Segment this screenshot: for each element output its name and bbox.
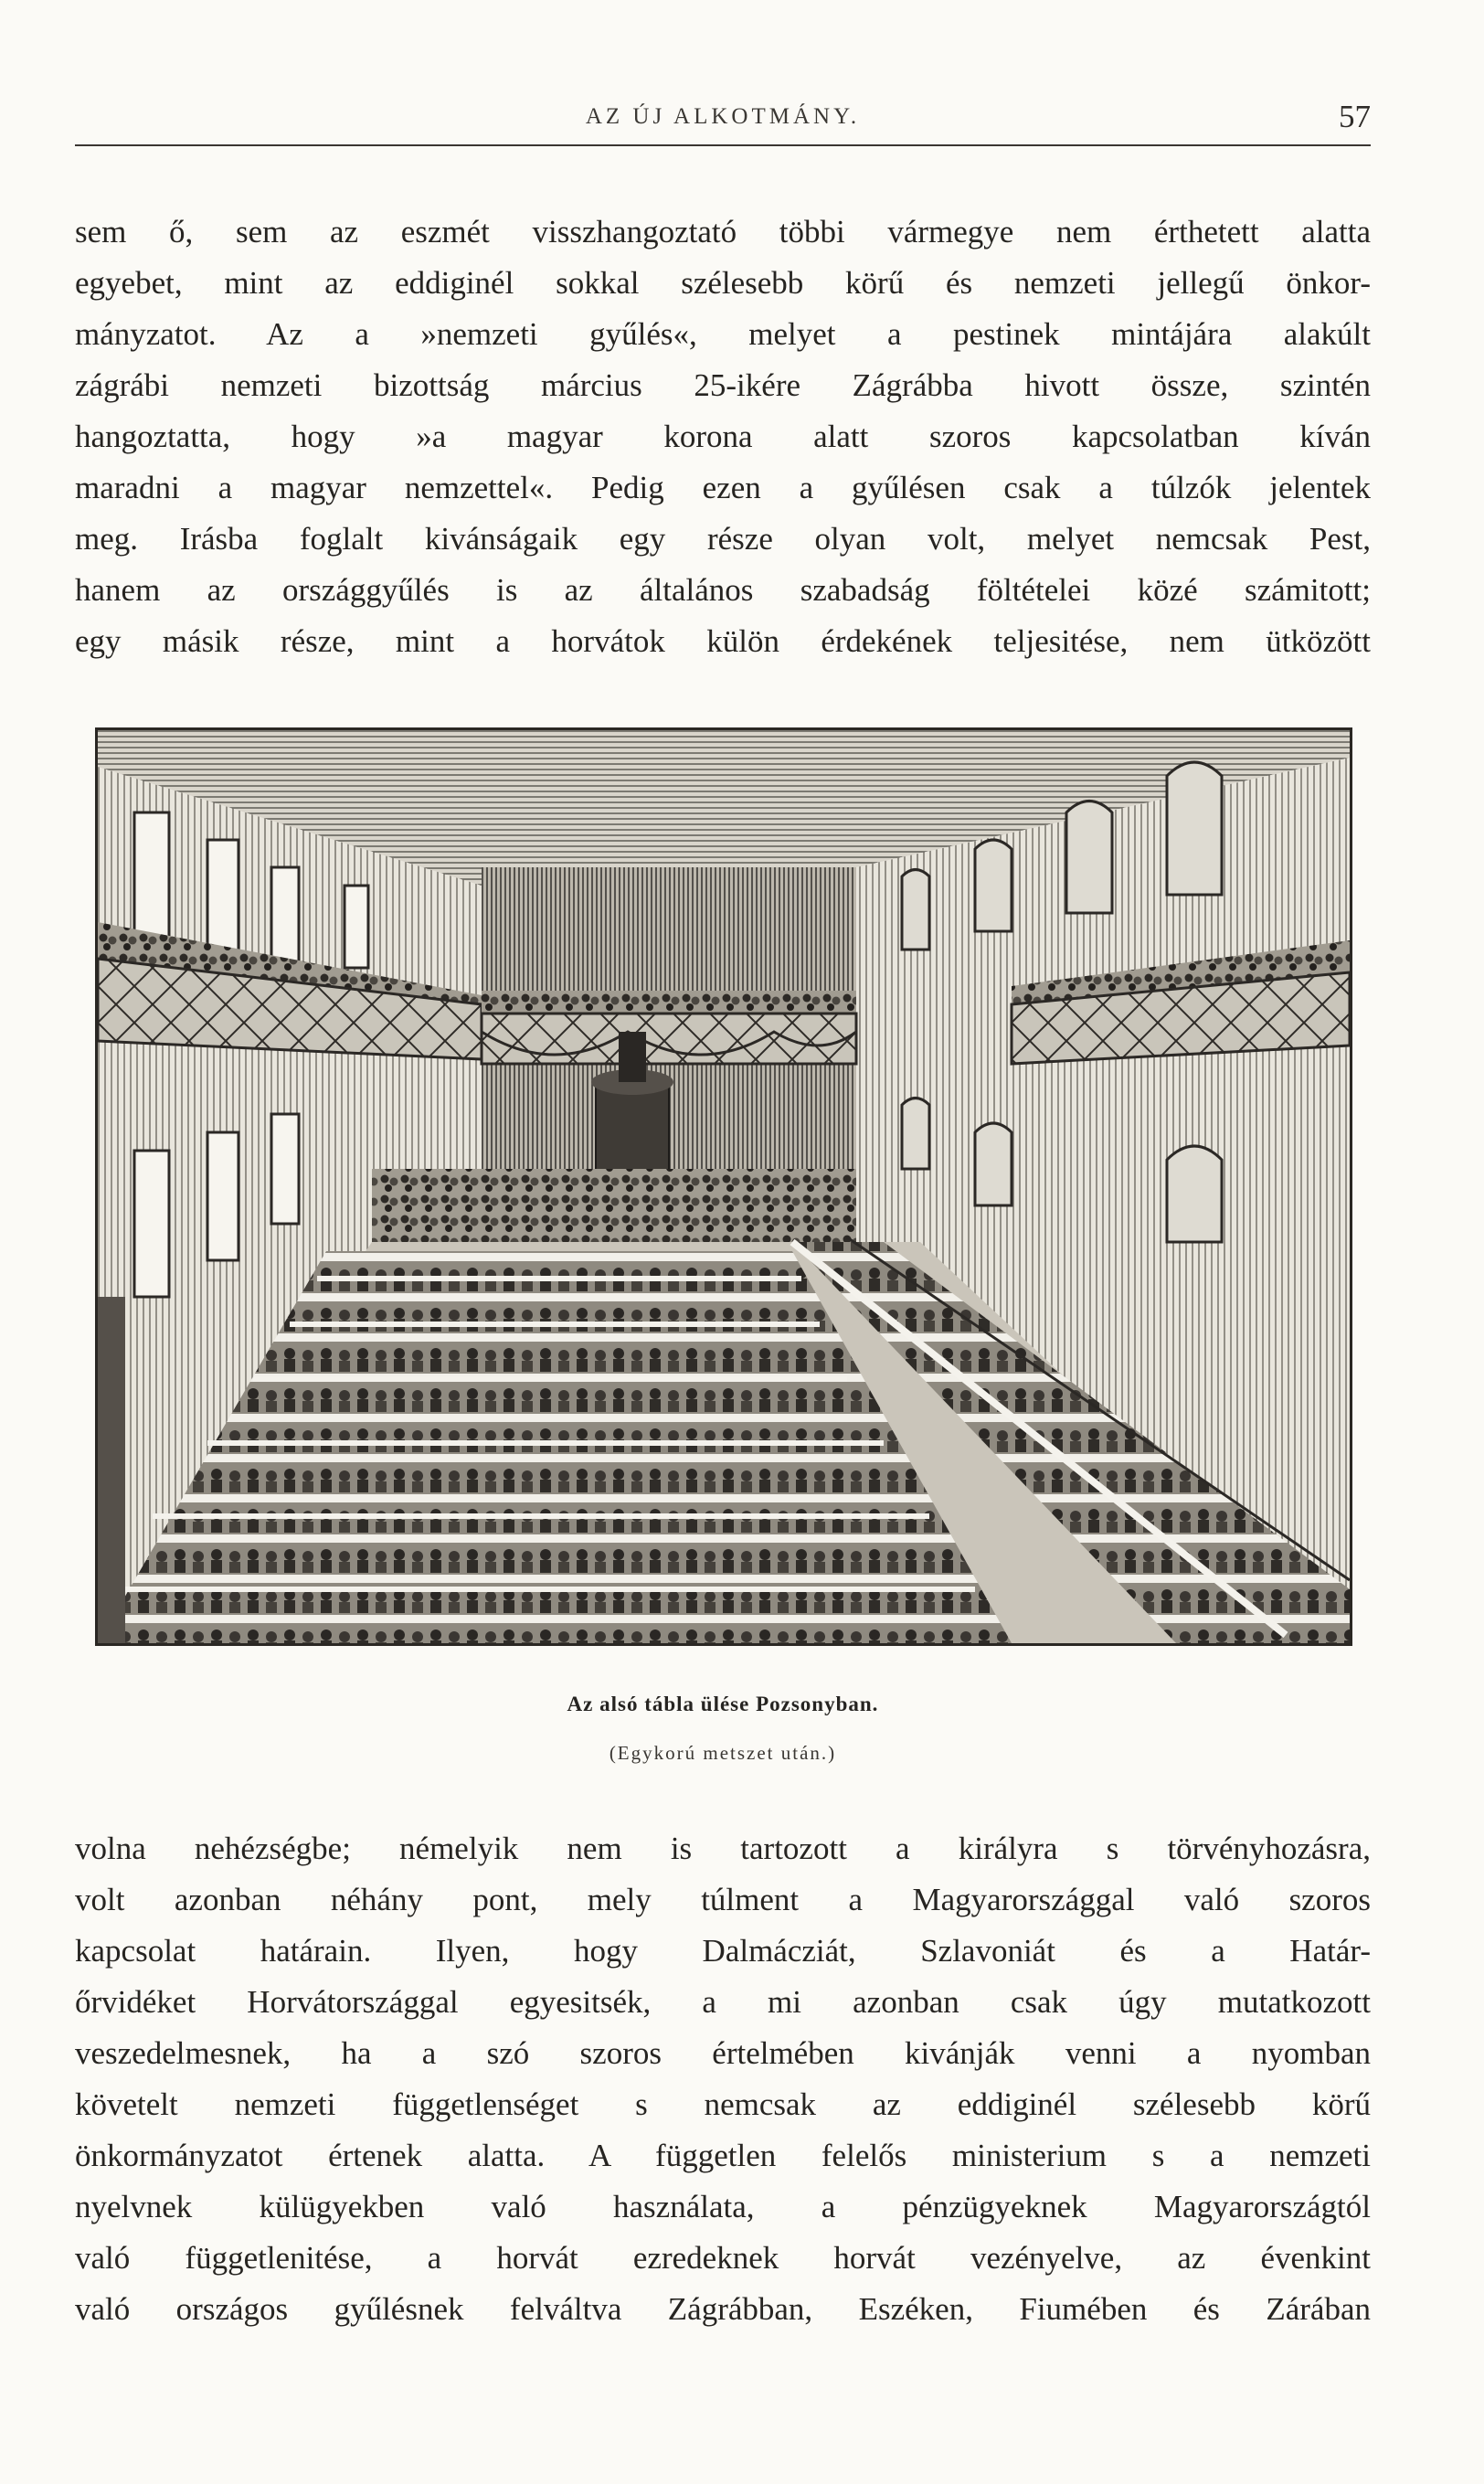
text-line: veszedelmesnek, ha a szó szoros értelmében kivánják venni a nyomban: [75, 2035, 1371, 2071]
text-line: egy másik része, mint a horvátok külön érdekének teljesitése, nem ütközött: [75, 623, 1371, 659]
engraving-drawing: [98, 730, 1350, 1643]
figure-caption: Az alsó tábla ülése Pozsonyban.: [567, 1693, 879, 1715]
text-line: egyebet, mint az eddiginél sokkal szélesebb körű és nemzeti jellegű önkor-: [75, 265, 1371, 301]
engraving-illustration: [95, 727, 1352, 1646]
text-line: volt azonban néhány pont, mely túlment a Magyarországgal való szoros: [75, 1882, 1371, 1917]
text-line: hangoztatta, hogy »a magyar korona alatt szoros kapcsolatban kíván: [75, 419, 1371, 454]
text-line: kapcsolat határain. Ilyen, hogy Dalmácziát, Szlavoniát és a Határ-: [75, 1933, 1371, 1969]
text-line: őrvidéket Horvátországgal egyesitsék, a mi azonban csak úgy mutatkozott: [75, 1984, 1371, 2020]
text-line: sem ő, sem az eszmét visszhangoztató többi vármegye nem érthetett alatta: [75, 214, 1371, 249]
text-line: meg. Irásba foglalt kivánságaik egy része olyan volt, melyet nemcsak Pest,: [75, 521, 1371, 557]
text-line: önkormányzatot értenek alatta. A független felelős ministerium s a nemzeti: [75, 2138, 1371, 2173]
text-line: nyelvnek külügyekben való használata, a pénzügyeknek Magyarországtól: [75, 2189, 1371, 2224]
body-text-top: [75, 207, 1371, 667]
text-line: követelt nemzeti függetlenséget s nemcsak az eddiginél szélesebb körű: [75, 2086, 1371, 2122]
text-line: mányzatot. Az a »nemzeti gyűlés«, melyet a pestinek mintájára alakúlt: [75, 316, 1371, 352]
text-line: maradni a magyar nemzettel«. Pedig ezen a gyűlésen csak a túlzók jelentek: [75, 470, 1371, 505]
text-line: zágrábi nemzeti bizottság március 25-ikére Zágrábba hivott össze, szintén: [75, 367, 1371, 403]
page-number: 57: [1339, 99, 1371, 134]
text-line: való országos gyűlésnek felváltva Zágrábban, Eszéken, Fiumében és Zárában: [75, 2291, 1371, 2327]
running-head: [75, 99, 1371, 146]
text-line: való függetlenitése, a horvát ezredeknek horvát vezényelve, az évenkint: [75, 2240, 1371, 2276]
text-line: hanem az országgyűlés is az általános szabadság föltételei közé számitott;: [75, 572, 1371, 608]
figure-subcaption: (Egykorú metszet után.): [609, 1742, 837, 1764]
running-title: AZ ÚJ ALKOTMÁNY.: [585, 104, 861, 129]
text-line: volna nehézségbe; némelyik nem is tartozott a királyra s törvényhozásra,: [75, 1831, 1371, 1866]
body-text-bottom: [75, 1823, 1371, 2335]
